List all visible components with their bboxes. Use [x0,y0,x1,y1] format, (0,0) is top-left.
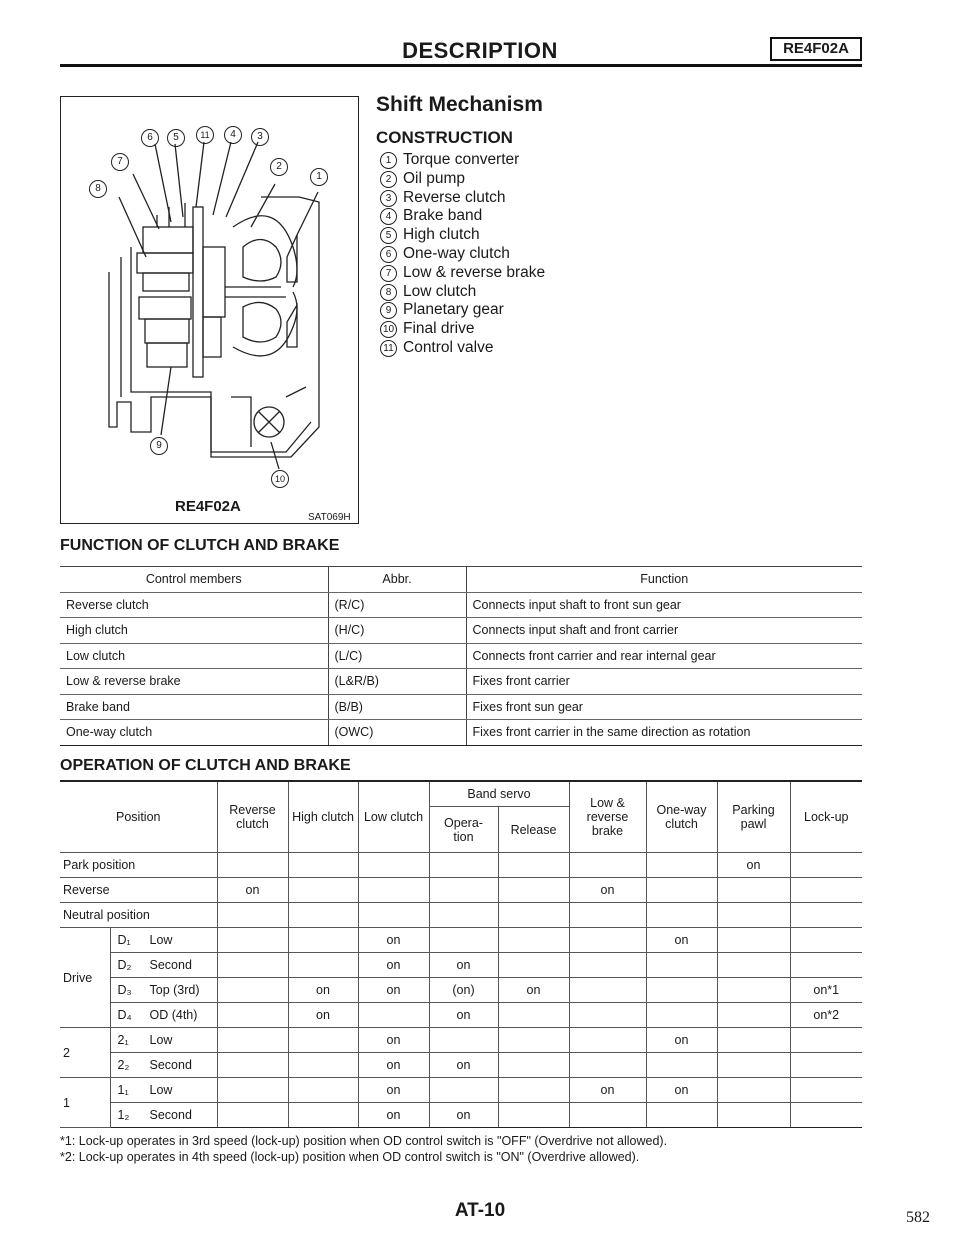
table-row [60,1053,862,1078]
table-cell [217,903,288,928]
table-cell [646,903,717,928]
list-item [380,245,545,264]
table-cell [790,878,862,903]
function-table [60,566,862,746]
figure-code: SAT069H [308,512,351,523]
table-cell [498,1028,569,1053]
gear-label: Low [149,933,173,947]
table-cell: on [358,1103,429,1128]
table-row [60,878,862,903]
sub-code: 2₂ [117,1058,130,1072]
table-cell: (L/C) [328,643,466,669]
list-item [380,339,545,358]
table-row [60,618,862,644]
table-cell: (H/C) [328,618,466,644]
list-item [380,301,545,320]
table-cell [358,878,429,903]
table-cell: on [646,1028,717,1053]
table-row [60,643,862,669]
table-cell [217,1078,288,1103]
table-cell: on [569,878,646,903]
table-cell [217,928,288,953]
table-cell [288,1053,358,1078]
table-cell: Connects input shaft and front carrier [466,618,862,644]
table-cell [790,1028,862,1053]
table-cell [498,1003,569,1028]
table-cell [646,878,717,903]
table-cell [358,903,429,928]
table-cell [646,853,717,878]
callout-4: 4 [224,126,242,144]
sub-code: D₃ [117,983,132,997]
table-cell: on [358,1053,429,1078]
table-cell [569,1003,646,1028]
table-cell [717,953,790,978]
table-row [60,720,862,746]
table-cell [717,878,790,903]
item-label: Brake band [403,207,483,225]
table-row [60,1103,862,1128]
table-cell [498,903,569,928]
sub-position [110,1103,217,1128]
table-cell [790,853,862,878]
item-number: 1 [380,152,397,169]
table-cell: Fixes front carrier in the same direction as rotation [466,720,862,746]
item-number: 9 [380,302,397,319]
table-row [60,853,862,878]
column-header: Lock-up [790,781,862,853]
list-item [380,170,545,189]
table-cell [429,928,498,953]
table-header-row [60,567,862,593]
item-label: Low & reverse brake [403,263,546,281]
table-cell: (L&R/B) [328,669,466,695]
item-label: High clutch [403,226,480,244]
sub-code: 1₂ [117,1108,130,1122]
table-cell [498,1053,569,1078]
group-label-2: 2 [60,1028,110,1078]
item-number: 2 [380,171,397,188]
list-item [380,320,545,339]
column-header: High clutch [288,781,358,853]
table-cell: on*2 [790,1003,862,1028]
table-cell [288,1028,358,1053]
table-cell [646,1003,717,1028]
table-cell [498,853,569,878]
model-badge: RE4F02A [770,37,862,61]
item-label: Control valve [403,338,494,356]
table-cell [717,1053,790,1078]
table-cell [358,1003,429,1028]
sub-code: D₁ [117,933,131,947]
row-label: Park position [60,853,217,878]
gear-label: OD (4th) [149,1008,198,1022]
item-number: 7 [380,265,397,282]
callout-7: 7 [111,153,129,171]
column-header: Control members [60,567,328,593]
table-cell [569,978,646,1003]
operation-table-title: OPERATION OF CLUTCH AND BRAKE [60,757,351,774]
transmission-cross-section-drawing [61,97,357,522]
table-cell [717,1078,790,1103]
table-cell [790,1053,862,1078]
callout-9: 9 [150,437,168,455]
sub-position [110,928,217,953]
footnote-2: *2: Lock-up operates in 4th speed (lock-up) position when OD control switch is "ON" (Overdrive allowed). [60,1150,640,1164]
callout-8: 8 [89,180,107,198]
item-label: Planetary gear [403,301,504,319]
table-cell [288,928,358,953]
table-row [60,1028,862,1053]
table-cell: on [429,1103,498,1128]
column-header: Parking pawl [717,781,790,853]
table-row [60,1078,862,1103]
section-page-code: AT-10 [454,1200,506,1221]
list-item [380,283,545,302]
table-cell [429,878,498,903]
sub-position [110,953,217,978]
table-cell: on [358,978,429,1003]
table-cell [288,878,358,903]
table-cell [569,853,646,878]
sub-code: 1₁ [117,1083,129,1097]
gear-label: Second [149,1108,192,1122]
table-cell [717,1103,790,1128]
table-cell [790,953,862,978]
table-cell: on [429,1003,498,1028]
page-title: DESCRIPTION [402,38,558,63]
column-header: Abbr. [328,567,466,593]
table-cell [569,1103,646,1128]
table-cell [288,1078,358,1103]
table-cell: (on) [429,978,498,1003]
table-cell [498,1103,569,1128]
item-number: 5 [380,227,397,244]
table-cell [288,903,358,928]
list-item [380,207,545,226]
table-cell [429,1078,498,1103]
column-header: Band servo [429,781,569,807]
callout-11: 11 [196,126,214,144]
table-cell: on [429,1053,498,1078]
table-cell: on [358,928,429,953]
table-row [60,592,862,618]
operation-table [60,780,862,1128]
column-header: Function [466,567,862,593]
sub-code: 2₁ [117,1033,129,1047]
sub-code: D₂ [117,958,132,972]
column-header: Low & reverse brake [569,781,646,853]
table-cell: (OWC) [328,720,466,746]
table-cell: High clutch [60,618,328,644]
column-header: Low clutch [358,781,429,853]
item-label: One-way clutch [403,244,510,262]
list-item [380,151,545,170]
table-cell [569,928,646,953]
table-cell [717,1003,790,1028]
table-cell: on [217,878,288,903]
table-cell [498,953,569,978]
item-label: Torque converter [403,151,520,168]
table-cell: on [288,978,358,1003]
page-number: 582 [906,1209,930,1226]
table-cell [646,978,717,1003]
item-label: Reverse clutch [403,188,506,206]
item-number: 10 [380,321,397,338]
row-label: Neutral position [60,903,217,928]
sub-position [110,978,217,1003]
table-cell: Fixes front sun gear [466,694,862,720]
table-row [60,928,862,953]
table-cell [217,978,288,1003]
item-number: 3 [380,190,397,207]
table-row [60,953,862,978]
item-number: 4 [380,208,397,225]
list-item [380,264,545,283]
gear-label: Low [149,1033,173,1047]
column-header: Opera- tion [429,807,498,853]
table-cell: on [358,1078,429,1103]
table-cell: Connects input shaft to front sun gear [466,592,862,618]
table-cell: One-way clutch [60,720,328,746]
table-cell [717,928,790,953]
sub-code: D₄ [117,1008,132,1022]
table-cell: on [358,1028,429,1053]
table-cell: Low & reverse brake [60,669,328,695]
table-cell: on [717,853,790,878]
table-cell [288,853,358,878]
table-cell [217,1003,288,1028]
table-cell [790,903,862,928]
table-cell [717,903,790,928]
gear-label: Second [149,1058,192,1072]
transmission-figure [60,96,359,524]
table-cell [498,1078,569,1103]
table-row [60,978,862,1003]
footnotes [60,1133,667,1165]
footnote-1: *1: Lock-up operates in 3rd speed (lock-up) position when OD control switch is "OFF" (Overdrive not allowed). [60,1134,668,1148]
table-cell [217,853,288,878]
table-cell [217,1103,288,1128]
table-cell: on [498,978,569,1003]
table-cell [429,1028,498,1053]
callout-6: 6 [141,129,159,147]
sub-position [110,1003,217,1028]
group-label-drive: Drive [60,928,110,1028]
table-cell [358,853,429,878]
table-header-row [60,781,862,807]
item-label: Low clutch [403,282,477,300]
table-cell: on [646,928,717,953]
table-cell [646,1053,717,1078]
item-number: 8 [380,284,397,301]
callout-5: 5 [167,129,185,147]
sub-position [110,1078,217,1103]
callout-10: 10 [271,470,289,488]
sub-position [110,1053,217,1078]
table-cell: on [429,953,498,978]
function-table-title: FUNCTION OF CLUTCH AND BRAKE [60,537,340,554]
table-cell [569,903,646,928]
table-cell: Connects front carrier and rear internal gear [466,643,862,669]
table-cell [646,953,717,978]
column-header: Reverse clutch [217,781,288,853]
table-cell [498,878,569,903]
table-cell [790,928,862,953]
item-label: Final drive [403,320,475,338]
table-cell [717,978,790,1003]
construction-list [380,151,545,358]
table-row [60,1003,862,1028]
table-cell: on [288,1003,358,1028]
item-number: 11 [380,340,397,357]
sub-position [110,1028,217,1053]
table-cell [217,1053,288,1078]
row-label: Reverse [60,878,217,903]
table-cell: Fixes front carrier [466,669,862,695]
table-cell [790,1103,862,1128]
table-cell: on [646,1078,717,1103]
table-cell [288,953,358,978]
construction-heading: CONSTRUCTION [376,128,513,147]
table-cell: (R/C) [328,592,466,618]
table-cell [569,1028,646,1053]
item-label: Oil pump [403,169,466,187]
table-cell: on [569,1078,646,1103]
table-cell: Reverse clutch [60,592,328,618]
table-row [60,669,862,695]
table-cell [288,1103,358,1128]
table-row [60,903,862,928]
table-cell [429,903,498,928]
table-cell [217,953,288,978]
table-cell: on*1 [790,978,862,1003]
list-item [380,226,545,245]
table-cell: (B/B) [328,694,466,720]
table-cell [569,953,646,978]
table-cell [569,1053,646,1078]
table-cell [429,853,498,878]
table-cell: Low clutch [60,643,328,669]
callout-1: 1 [310,168,328,186]
gear-label: Top (3rd) [149,983,200,997]
gear-label: Second [149,958,192,972]
header-rule [60,64,862,67]
table-cell: Brake band [60,694,328,720]
figure-caption: RE4F02A [175,498,241,515]
callout-3: 3 [251,128,269,146]
callout-2: 2 [270,158,288,176]
list-item [380,189,545,208]
item-number: 6 [380,246,397,263]
table-row [60,694,862,720]
table-cell [717,1028,790,1053]
gear-label: Low [149,1083,173,1097]
table-cell [498,928,569,953]
table-cell [790,1078,862,1103]
group-label-1: 1 [60,1078,110,1128]
table-cell: on [358,953,429,978]
table-cell [217,1028,288,1053]
shift-mechanism-heading: Shift Mechanism [376,93,543,116]
column-header: One-way clutch [646,781,717,853]
column-header: Position [60,781,217,853]
table-cell [646,1103,717,1128]
column-header: Release [498,807,569,853]
